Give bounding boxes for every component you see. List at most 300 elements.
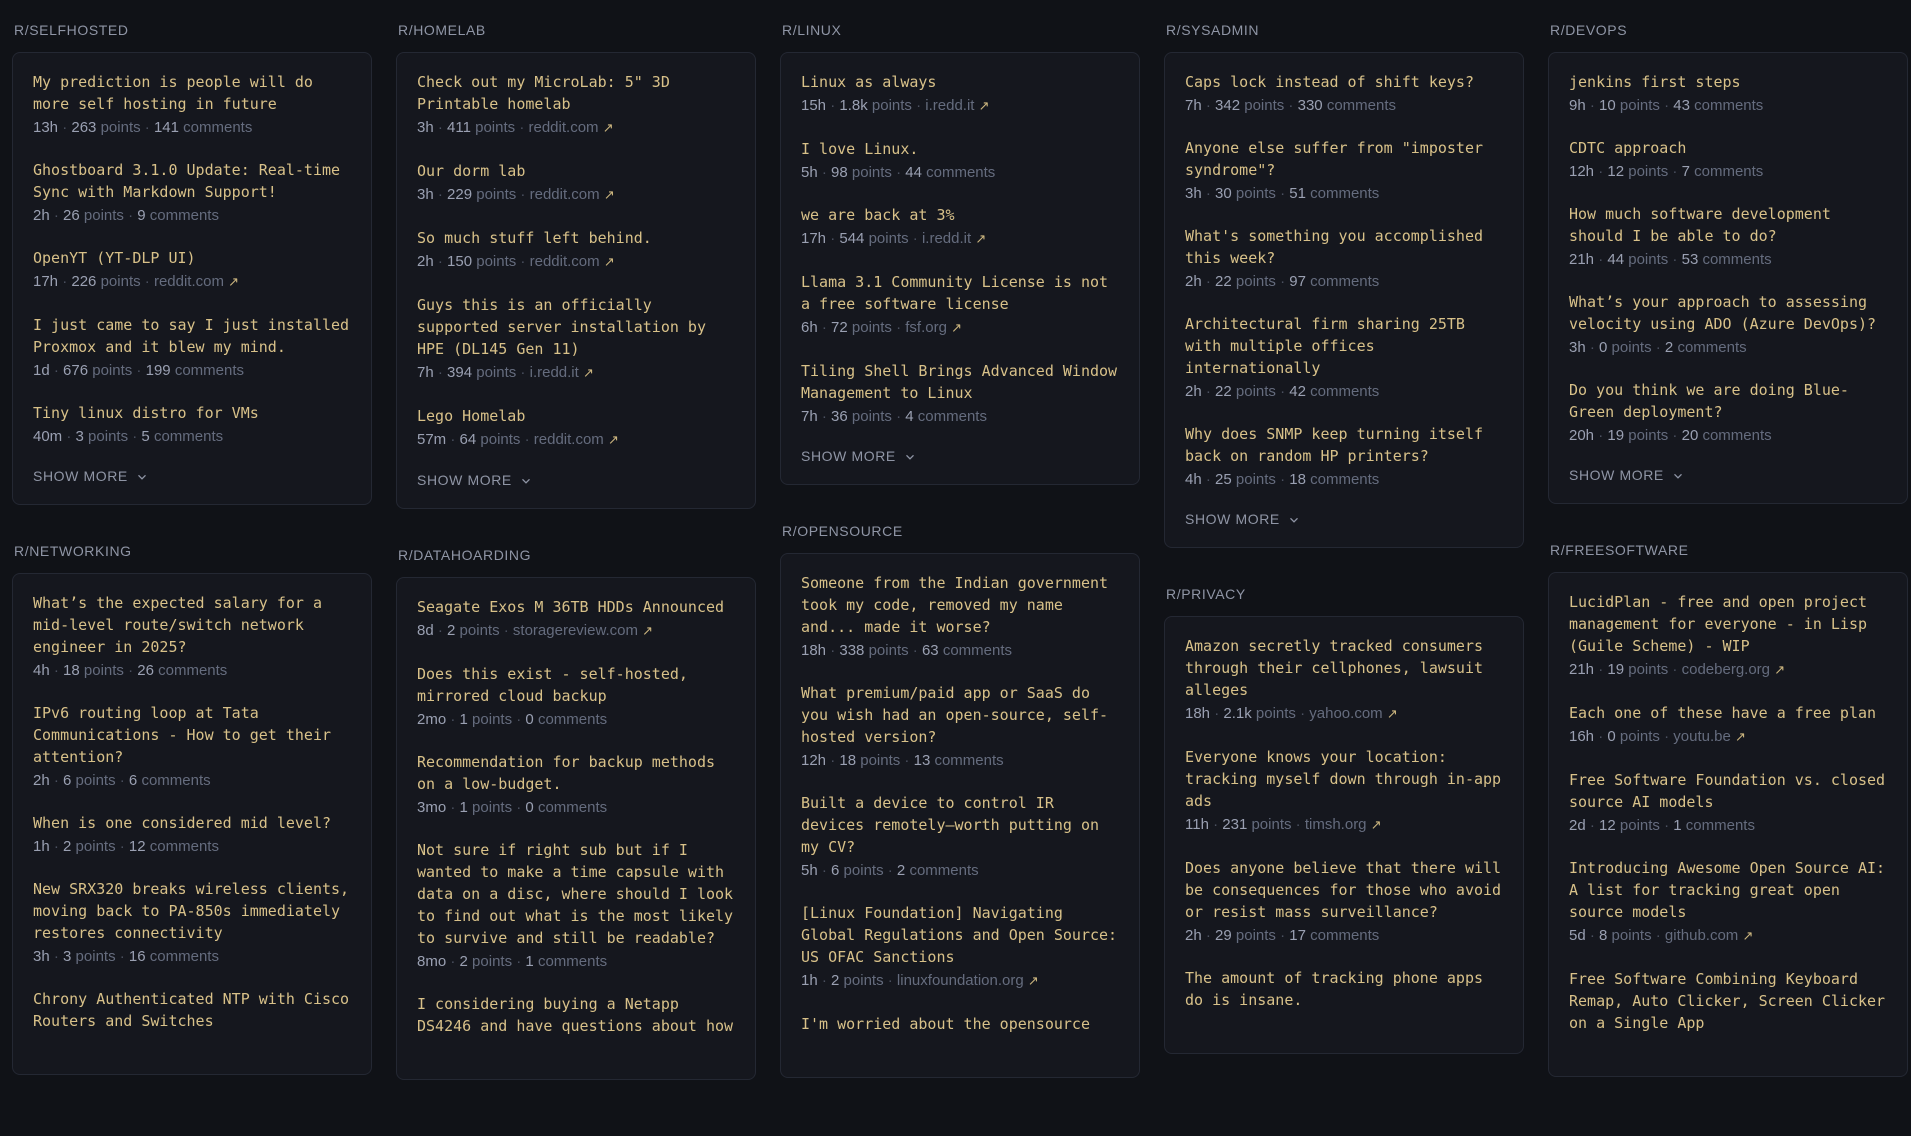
meta-points-label: points <box>851 408 892 425</box>
meta-time: 13h <box>33 119 59 136</box>
meta-points-value: 18 <box>839 752 857 769</box>
post-meta <box>1185 815 1503 835</box>
meta-points-value: 64 <box>459 431 477 448</box>
external-link[interactable]: yahoo.com <box>1309 705 1383 722</box>
external-link[interactable]: github.com <box>1664 927 1739 944</box>
external-link[interactable]: reddit.com <box>153 273 224 290</box>
subreddit-header[interactable]: R/FREESOFTWARE <box>1550 542 1689 558</box>
post-meta <box>801 641 1119 660</box>
post-meta <box>417 710 735 729</box>
meta-separator: · <box>433 253 448 270</box>
post <box>417 227 735 272</box>
subreddit-header[interactable]: R/HOMELAB <box>398 22 486 38</box>
meta-separator: · <box>49 948 64 965</box>
post-title[interactable]: CDTC approach <box>1569 139 1687 157</box>
post-title[interactable]: Ghostboard 3.1.0 Update: Real-time Sync with Markdown Support! <box>33 161 341 201</box>
post <box>1185 967 1503 1011</box>
post-title[interactable]: Each one of these have a free plan <box>1569 704 1877 722</box>
meta-comments-value: 42 <box>1289 383 1306 400</box>
meta-points-label: points <box>851 319 892 336</box>
external-link[interactable]: reddit.com <box>528 119 599 136</box>
meta-points-label: points <box>1235 471 1276 488</box>
meta-comments-value: 5 <box>141 428 150 445</box>
meta-comments-label: comments <box>1685 817 1755 834</box>
post <box>1185 635 1503 724</box>
post <box>1185 71 1503 115</box>
external-link[interactable]: codeberg.org <box>1681 661 1771 678</box>
external-link[interactable]: storagereview.com <box>512 622 638 639</box>
post-title[interactable]: Someone from the Indian government took my code, removed my name and... made it worse? <box>801 574 1109 636</box>
post <box>1569 591 1887 680</box>
meta-points-value: 338 <box>839 642 865 659</box>
post-title[interactable]: Free Software Combining Keyboard Remap, Auto Clicker, Screen Clicker on a Single App <box>1569 970 1886 1032</box>
post-title[interactable]: Amazon secretly tracked consumers through their cellphones, lawsuit alleges <box>1185 637 1484 699</box>
meta-points-value: 6 <box>831 862 840 879</box>
external-link-arrow-icon: ↗ <box>1734 730 1746 745</box>
meta-points-value: 0 <box>1599 339 1608 356</box>
meta-separator: · <box>826 752 840 769</box>
meta-points-label: points <box>83 662 124 679</box>
post-title[interactable]: Does anyone believe that there will be consequences for those who avoid or resist mass surveillance? <box>1185 859 1502 921</box>
meta-comments-label: comments <box>183 119 253 136</box>
show-more-label: SHOW MORE <box>801 448 896 464</box>
post-title[interactable]: The amount of tracking phone apps do is insane. <box>1185 969 1484 1009</box>
chevron-down-icon <box>904 450 916 463</box>
post-title[interactable]: My prediction is people will do more self hosting in future <box>33 73 313 113</box>
meta-separator: · <box>1201 927 1216 944</box>
post-title[interactable]: Caps lock instead of shift keys? <box>1185 73 1474 91</box>
meta-points-value: 12 <box>1607 163 1625 180</box>
meta-separator: · <box>516 253 530 270</box>
external-link[interactable]: youtu.be <box>1673 728 1731 745</box>
show-more-button[interactable] <box>33 468 148 484</box>
subreddit-header[interactable]: R/DEVOPS <box>1550 22 1628 38</box>
meta-comments-label: comments <box>1694 97 1764 114</box>
meta-comments-label: comments <box>1310 471 1380 488</box>
meta-separator: · <box>1651 927 1665 944</box>
post-title[interactable]: When is one considered mid level? <box>33 814 332 832</box>
post-meta <box>1185 704 1503 724</box>
meta-points-value: 6 <box>63 772 72 789</box>
post-title[interactable]: Architectural firm sharing 25TB with multiple offices internationally <box>1185 315 1465 377</box>
post-title[interactable]: Introducing Awesome Open Source AI: A list for tracking great open source models <box>1569 859 1886 921</box>
post-title[interactable]: Chrony Authenticated NTP with Cisco Routers and Switches <box>33 990 350 1030</box>
post-title[interactable]: Our dorm lab <box>417 162 526 180</box>
meta-points-value: 231 <box>1222 816 1248 833</box>
meta-points-value: 10 <box>1599 97 1616 114</box>
post <box>801 792 1119 880</box>
post-title[interactable]: What’s your approach to assessing velocity using ADO (Azure DevOps)? <box>1569 293 1877 333</box>
meta-time: 21h <box>1569 661 1595 678</box>
external-link[interactable]: reddit.com <box>533 431 604 448</box>
meta-separator: · <box>49 838 64 855</box>
meta-points-value: 44 <box>1607 251 1625 268</box>
post <box>417 71 735 138</box>
meta-time: 5h <box>801 164 818 181</box>
chevron-down-icon <box>1672 469 1684 482</box>
meta-comments-label: comments <box>1326 97 1396 114</box>
post-title[interactable]: Why does SNMP keep turning itself back on random HP printers? <box>1185 425 1484 465</box>
post-title[interactable]: Linux as always <box>801 73 937 91</box>
meta-separator: · <box>817 164 832 181</box>
post <box>33 702 351 790</box>
post-meta <box>33 837 351 856</box>
post-title[interactable]: Anyone else suffer from "imposter syndrome"? <box>1185 139 1484 179</box>
meta-points-value: 3 <box>63 948 72 965</box>
meta-points-label: points <box>1255 705 1296 722</box>
subreddit-section <box>1548 540 1908 1077</box>
meta-points-label: points <box>871 97 912 114</box>
post-card <box>1548 52 1908 504</box>
meta-comments-value: 63 <box>921 642 939 659</box>
meta-separator: · <box>62 428 76 445</box>
meta-points-value: 19 <box>1607 427 1625 444</box>
post-title[interactable]: I considering buying a Netapp DS4246 and have questions about how <box>417 995 734 1035</box>
subreddit-header[interactable]: R/LINUX <box>782 22 842 38</box>
meta-time: 6h <box>801 319 818 336</box>
post-meta <box>1569 727 1887 747</box>
meta-comments-label: comments <box>1702 251 1772 268</box>
meta-points-label: points <box>83 207 124 224</box>
post <box>33 402 351 446</box>
meta-separator: · <box>826 642 840 659</box>
post-title[interactable]: Lego Homelab <box>417 407 526 425</box>
meta-separator: · <box>1210 705 1224 722</box>
meta-separator: · <box>58 119 72 136</box>
subreddit-section <box>12 20 372 505</box>
meta-separator: · <box>115 838 129 855</box>
post <box>1185 225 1503 291</box>
meta-comments-value: 26 <box>137 662 154 679</box>
post-title[interactable]: I'm worried about the opensource <box>801 1015 1090 1033</box>
meta-points-label: points <box>472 711 513 728</box>
external-link-arrow-icon: ↗ <box>602 121 614 136</box>
meta-points-value: 29 <box>1215 927 1232 944</box>
meta-time: 2h <box>417 253 434 270</box>
meta-points-label: points <box>851 164 892 181</box>
post <box>1569 379 1887 445</box>
meta-points-label: points <box>1244 97 1285 114</box>
post-title[interactable]: jenkins first steps <box>1569 73 1741 91</box>
meta-separator: · <box>128 428 142 445</box>
meta-comments-value: 97 <box>1289 273 1306 290</box>
meta-points-value: 98 <box>831 164 848 181</box>
meta-comments-label: comments <box>1310 383 1380 400</box>
meta-points-label: points <box>476 253 517 270</box>
meta-points-label: points <box>1619 97 1660 114</box>
post-title[interactable]: Llama 3.1 Community License is not a free software license <box>801 273 1109 313</box>
meta-separator: · <box>446 431 460 448</box>
post-title[interactable]: LucidPlan - free and open project management for everyone - in Lisp (Guile Scheme) - WIP <box>1569 593 1868 655</box>
meta-separator: · <box>140 273 154 290</box>
external-link-arrow-icon: ↗ <box>951 321 963 336</box>
post-title[interactable]: What's something you accomplished this week? <box>1185 227 1484 267</box>
external-link[interactable]: fsf.org <box>905 319 947 336</box>
post-meta <box>1185 382 1503 401</box>
post-meta <box>417 363 735 383</box>
meta-points-value: 394 <box>447 364 473 381</box>
meta-separator: · <box>908 230 922 247</box>
meta-time: 7h <box>1185 97 1202 114</box>
post-meta <box>1185 272 1503 291</box>
external-link[interactable]: i.redd.it <box>921 230 972 247</box>
meta-separator: · <box>1201 383 1216 400</box>
meta-time: 2d <box>1569 817 1586 834</box>
external-link-arrow-icon: ↗ <box>228 275 240 290</box>
meta-separator: · <box>891 319 906 336</box>
meta-points-label: points <box>92 362 133 379</box>
meta-points-value: 36 <box>831 408 848 425</box>
post <box>1569 291 1887 357</box>
meta-points-label: points <box>843 862 884 879</box>
external-link[interactable]: i.redd.it <box>925 97 975 114</box>
external-link[interactable]: linuxfoundation.org <box>896 972 1024 989</box>
post <box>33 988 351 1032</box>
post <box>33 159 351 225</box>
meta-time: 2h <box>1185 927 1202 944</box>
subreddit-header[interactable]: R/NETWORKING <box>14 543 132 559</box>
post-meta <box>33 771 351 790</box>
post-meta <box>1569 926 1887 946</box>
meta-points-label: points <box>1611 339 1652 356</box>
post <box>33 247 351 292</box>
post-title[interactable]: Do you think we are doing Blue-Green deployment? <box>1569 381 1849 421</box>
post-meta <box>801 971 1119 991</box>
meta-points-label: points <box>476 186 517 203</box>
post <box>33 592 351 680</box>
meta-separator: · <box>115 948 129 965</box>
post-meta <box>801 96 1119 116</box>
show-more-button[interactable] <box>417 472 532 488</box>
external-link-arrow-icon: ↗ <box>1386 707 1398 722</box>
post <box>417 751 735 817</box>
meta-comments-label: comments <box>1702 427 1772 444</box>
post-title[interactable]: Everyone knows your location: tracking myself down through in-app ads <box>1185 748 1502 810</box>
post <box>417 405 735 450</box>
post-title[interactable]: Recommendation for backup methods on a low-budget. <box>417 753 716 793</box>
external-link[interactable]: reddit.com <box>529 186 600 203</box>
meta-separator: · <box>883 972 897 989</box>
meta-time: 7h <box>417 364 434 381</box>
meta-separator: · <box>908 642 922 659</box>
meta-comments-value: 1 <box>525 953 534 970</box>
meta-separator: · <box>1594 728 1608 745</box>
meta-comments-label: comments <box>537 799 608 816</box>
meta-separator: · <box>520 431 534 448</box>
meta-points-label: points <box>1628 661 1669 678</box>
meta-separator: · <box>883 862 897 879</box>
subreddit-section <box>780 20 1140 485</box>
post-title[interactable]: we are back at 3% <box>801 206 955 224</box>
meta-points-label: points <box>476 364 517 381</box>
meta-points-label: points <box>100 119 141 136</box>
meta-comments-value: 43 <box>1673 97 1690 114</box>
meta-comments-value: 4 <box>905 408 914 425</box>
post-title[interactable]: What premium/paid app or SaaS do you wish had an open-source, self-hosted version? <box>801 684 1109 746</box>
meta-separator: · <box>1659 817 1674 834</box>
meta-comments-label: comments <box>153 428 224 445</box>
post-card <box>12 52 372 505</box>
post-title[interactable]: Does this exist - self-hosted, mirrored cloud backup <box>417 665 688 705</box>
meta-points-label: points <box>1619 817 1660 834</box>
meta-separator: · <box>1594 661 1608 678</box>
chevron-down-icon <box>1288 513 1300 526</box>
post-title[interactable]: Tiny linux distro for VMs <box>33 404 259 422</box>
post-meta <box>801 229 1119 249</box>
meta-points-value: 229 <box>447 186 473 203</box>
meta-points-value: 263 <box>71 119 97 136</box>
meta-points-label: points <box>480 431 521 448</box>
post-meta <box>801 318 1119 338</box>
meta-points-value: 3 <box>75 428 84 445</box>
meta-points-label: points <box>868 642 909 659</box>
post-title[interactable]: I just came to say I just installed Proxmox and it blew my mind. <box>33 316 350 356</box>
meta-time: 3h <box>1185 185 1202 202</box>
meta-points-value: 72 <box>831 319 848 336</box>
subreddit-header[interactable]: R/PRIVACY <box>1166 586 1246 602</box>
meta-time: 3h <box>1569 339 1586 356</box>
meta-comments-value: 7 <box>1681 163 1690 180</box>
post-title[interactable]: Free Software Foundation vs. closed source AI models <box>1569 771 1886 811</box>
meta-comments-label: comments <box>917 408 987 425</box>
show-more-button[interactable] <box>1569 467 1684 483</box>
post-title[interactable]: [Linux Foundation] Navigating Global Regulations and Open Source: US OFAC Sanctions <box>801 904 1118 966</box>
post-card <box>396 577 756 1080</box>
meta-separator: · <box>826 230 840 247</box>
post <box>417 160 735 205</box>
board-column <box>1164 20 1524 1090</box>
external-link[interactable]: i.redd.it <box>529 364 579 381</box>
subreddit-header[interactable]: R/OPENSOURCE <box>782 523 903 539</box>
meta-points-label: points <box>1235 273 1276 290</box>
meta-comments-value: 18 <box>1289 471 1306 488</box>
post-title[interactable]: IPv6 routing loop at Tata Communications - How to get their attention? <box>33 704 332 766</box>
meta-comments-value: 12 <box>128 838 146 855</box>
meta-points-label: points <box>1628 427 1669 444</box>
meta-separator: · <box>516 186 530 203</box>
meta-comments-value: 1 <box>1673 817 1682 834</box>
post <box>33 71 351 137</box>
post-card <box>780 52 1140 485</box>
meta-time: 2h <box>33 772 50 789</box>
meta-separator: · <box>1668 427 1682 444</box>
subreddit-header[interactable]: R/SYSADMIN <box>1166 22 1260 38</box>
meta-separator: · <box>891 164 906 181</box>
meta-separator: · <box>1668 661 1682 678</box>
meta-time: 5h <box>801 862 818 879</box>
post-title[interactable]: How much software development should I be able to do? <box>1569 205 1831 245</box>
meta-points-value: 2 <box>831 972 840 989</box>
post <box>801 271 1119 338</box>
post-title[interactable]: New SRX320 breaks wireless clients, moving back to PA-850s immediately restores connectivity <box>33 880 350 942</box>
board-column <box>780 20 1140 1114</box>
meta-comments-label: comments <box>1310 185 1380 202</box>
meta-points-value: 544 <box>839 230 865 247</box>
post-meta <box>1569 426 1887 445</box>
meta-points-label: points <box>475 119 516 136</box>
show-more-button[interactable] <box>1185 511 1300 527</box>
external-link-arrow-icon: ↗ <box>603 255 615 270</box>
meta-points-label: points <box>1628 251 1669 268</box>
post <box>417 839 735 971</box>
meta-time: 17h <box>801 230 827 247</box>
meta-separator: · <box>1668 163 1682 180</box>
meta-separator: · <box>515 119 529 136</box>
meta-time: 3mo <box>417 799 447 816</box>
meta-separator: · <box>512 953 526 970</box>
post <box>417 596 735 641</box>
subreddit-header[interactable]: R/SELFHOSTED <box>14 22 129 38</box>
meta-time: 4h <box>33 662 50 679</box>
meta-separator: · <box>1284 97 1298 114</box>
meta-points-label: points <box>1628 163 1669 180</box>
meta-points-label: points <box>843 972 884 989</box>
meta-separator: · <box>1594 163 1608 180</box>
meta-separator: · <box>499 622 513 639</box>
meta-separator: · <box>1275 471 1290 488</box>
meta-comments-label: comments <box>909 862 979 879</box>
post-card <box>12 573 372 1075</box>
post-title[interactable]: Check out my MicroLab: 5" 3D Printable homelab <box>417 73 670 113</box>
post <box>417 294 735 383</box>
meta-time: 3h <box>33 948 50 965</box>
post-title[interactable]: Not sure if right sub but if I wanted to make a time capsule with data on a disc, where should I look to find out what is the most likely to survive and still be readable? <box>417 841 734 947</box>
meta-time: 7h <box>801 408 818 425</box>
meta-comments-value: 6 <box>128 772 138 789</box>
post-title[interactable]: Guys this is an officially supported server installation by HPE (DL145 Gen 11) <box>417 296 706 358</box>
post-title[interactable]: Seagate Exos M 36TB HDDs Announced <box>417 598 725 616</box>
meta-comments-label: comments <box>174 362 244 379</box>
external-link[interactable]: timsh.org <box>1304 816 1367 833</box>
post <box>801 138 1119 182</box>
meta-separator: · <box>911 97 926 114</box>
meta-points-value: 411 <box>447 119 471 136</box>
meta-time: 8d <box>417 622 434 639</box>
meta-time: 18h <box>801 642 827 659</box>
post-title[interactable]: So much stuff left behind. <box>417 229 652 247</box>
post-title[interactable]: OpenYT (YT-DLP UI) <box>33 249 196 267</box>
meta-comments-value: 51 <box>1289 185 1306 202</box>
meta-time: 57m <box>417 431 447 448</box>
show-more-label: SHOW MORE <box>1569 467 1664 483</box>
meta-separator: · <box>58 273 72 290</box>
meta-separator: · <box>1585 927 1600 944</box>
meta-points-value: 2 <box>63 838 72 855</box>
meta-separator: · <box>132 362 146 379</box>
board-column <box>396 20 756 1116</box>
show-more-button[interactable] <box>801 448 916 464</box>
post <box>801 682 1119 770</box>
meta-comments-label: comments <box>537 711 608 728</box>
external-link-arrow-icon: ↗ <box>642 624 654 639</box>
external-link-arrow-icon: ↗ <box>1027 974 1039 989</box>
post <box>33 314 351 380</box>
external-link-arrow-icon: ↗ <box>975 232 987 247</box>
post-title[interactable]: I love Linux. <box>801 140 919 158</box>
post-title[interactable]: Built a device to control IR devices remotely—worth putting on my CV? <box>801 794 1100 856</box>
meta-separator: · <box>49 662 64 679</box>
meta-time: 18h <box>1185 705 1211 722</box>
subreddit-header[interactable]: R/DATAHOARDING <box>398 547 532 563</box>
post-meta <box>1569 816 1887 835</box>
meta-time: 16h <box>1569 728 1595 745</box>
meta-comments-label: comments <box>149 838 219 855</box>
post-meta <box>33 206 351 225</box>
post-title[interactable]: Tiling Shell Brings Advanced Window Management to Linux <box>801 362 1118 402</box>
external-link[interactable]: reddit.com <box>529 253 600 270</box>
post-title[interactable]: What’s the expected salary for a mid-level route/switch network engineer in 2025? <box>33 594 322 656</box>
subreddit-section <box>1548 20 1908 504</box>
